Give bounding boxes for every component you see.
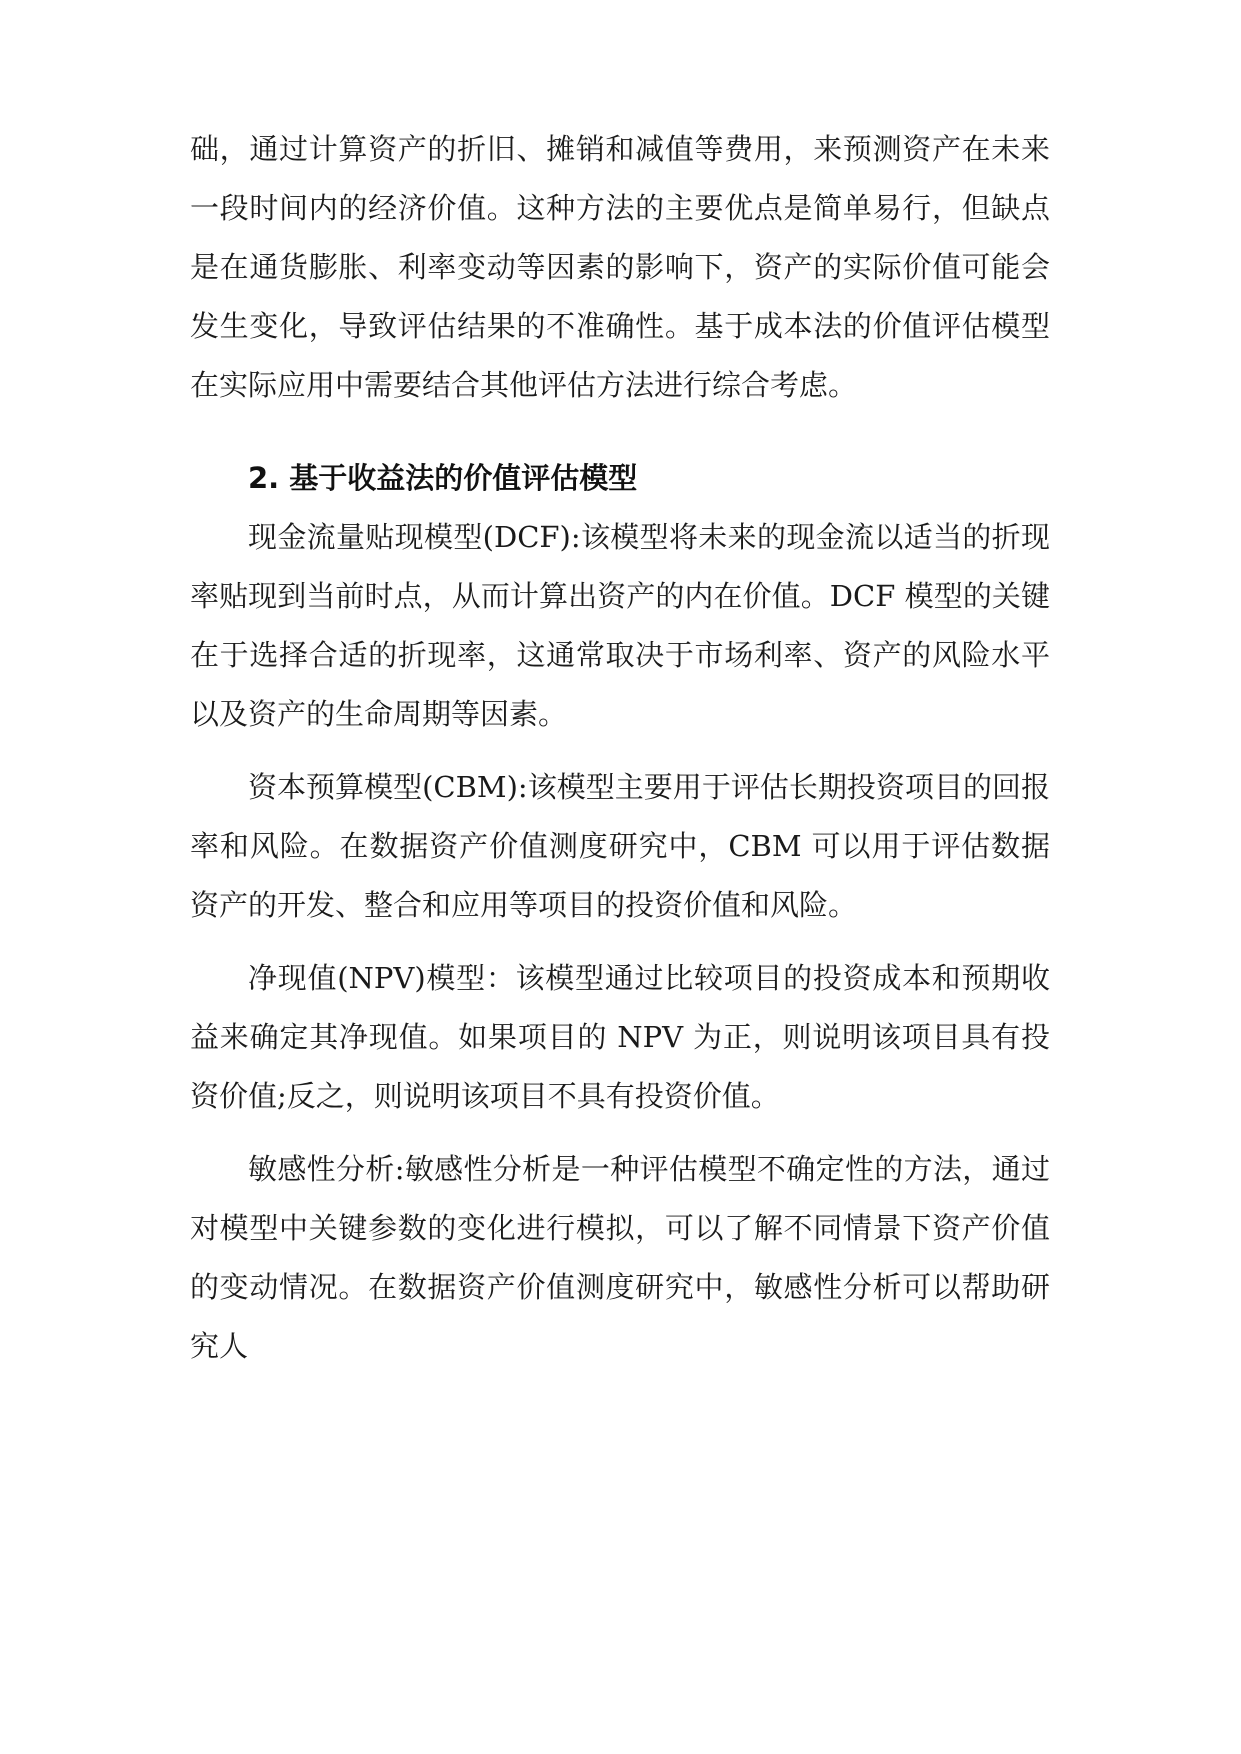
- paragraph-npv-model: 净现值(NPV)模型：该模型通过比较项目的投资成本和预期收益来确定其净现值。如果项目的 NPV 为正，则说明该项目具有投资价值;反之，则说明该项目不具有投资价值。: [190, 961, 1050, 1113]
- section-heading-income-method: 2. 基于收益法的价值评估模型: [248, 461, 638, 495]
- paragraph-sensitivity-analysis: 敏感性分析:敏感性分析是一种评估模型不确定性的方法，通过对模型中关键参数的变化进行模拟，可以了解不同情景下资产价值的变动情况。在数据资产价值测度研究中，敏感性分析可以帮助研究人: [190, 1152, 1050, 1363]
- document-body: [190, 120, 1050, 1376]
- paragraph-cost-method-continuation: 础，通过计算资产的折旧、摊销和减值等费用，来预测资产在未来一段时间内的经济价值。这种方法的主要优点是简单易行，但缺点是在通货膨胀、利率变动等因素的影响下，资产的实际价值可能会发生变化，导致评估结果的不准确性。基于成本法的价值评估模型在实际应用中需要结合其他评估方法进行综合考虑。: [190, 132, 1050, 402]
- paragraph-cbm-model: 资本预算模型(CBM):该模型主要用于评估长期投资项目的回报率和风险。在数据资产价值测度研究中，CBM 可以用于评估数据资产的开发、整合和应用等项目的投资价值和风险。: [190, 770, 1050, 922]
- paragraph-spacer: [190, 935, 1050, 949]
- section-spacer: [190, 415, 1050, 449]
- paragraph-spacer: [190, 744, 1050, 758]
- paragraph-spacer: [190, 1126, 1050, 1140]
- paragraph-dcf-model: 现金流量贴现模型(DCF):该模型将未来的现金流以适当的折现率贴现到当前时点，从而计算出资产的内在价值。DCF 模型的关键在于选择合适的折现率，这通常取决于市场利率、资产的风险水平以及资产的生命周期等因素。: [190, 520, 1050, 731]
